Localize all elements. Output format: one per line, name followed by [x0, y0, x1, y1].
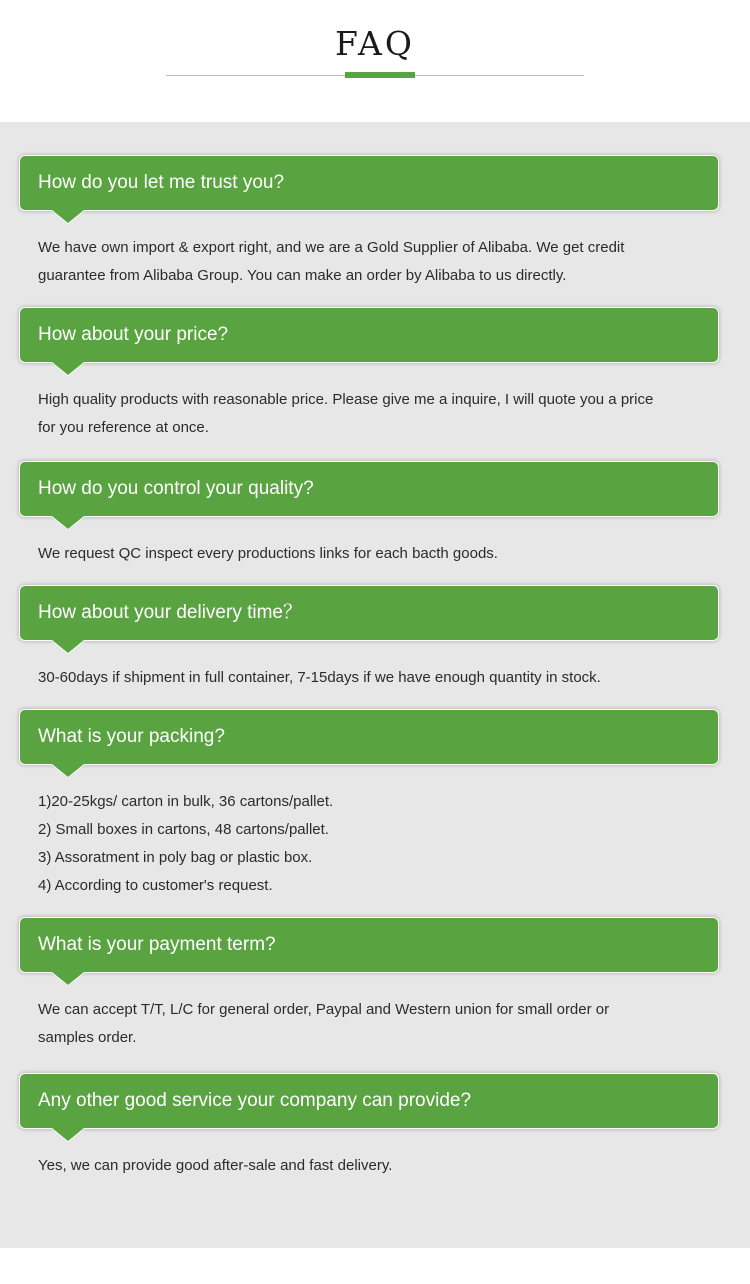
page-footer-space	[0, 1248, 750, 1284]
question-bar	[20, 710, 718, 764]
question-text: Any other good service your company can provide?	[38, 1090, 472, 1111]
question-text: How about your delivery time？	[38, 602, 302, 623]
answer-line: 1)20-25kgs/ carton in bulk, 36 cartons/pallet.	[38, 793, 334, 810]
answer-line: 30-60days if shipment in full container, 7-15days if we have enough quantity in stock.	[38, 669, 601, 686]
answer-text	[38, 664, 710, 692]
faq-header	[0, 0, 750, 122]
title-accent-bar	[345, 72, 415, 78]
answer-text	[38, 1152, 710, 1180]
speech-pointer-icon	[52, 1128, 84, 1141]
question-text: How do you control your quality?	[38, 478, 314, 499]
answer-line: Yes, we can provide good after-sale and fast delivery.	[38, 1157, 393, 1174]
answer-line: We request QC inspect every productions links for each bacth goods.	[38, 545, 498, 562]
answer-line: High quality products with reasonable price. Please give me a inquire, I will quote you a price	[38, 391, 654, 408]
question-text: How do you let me trust you?	[38, 172, 285, 193]
answer-line: guarantee from Alibaba Group. You can make an order by Alibaba to us directly.	[38, 267, 567, 284]
speech-pointer-icon	[52, 764, 84, 777]
speech-pointer-icon	[52, 210, 84, 223]
faq-list	[0, 122, 750, 1248]
page-title: FAQ	[335, 24, 415, 63]
question-bar	[20, 918, 718, 972]
speech-pointer-icon	[52, 640, 84, 653]
answer-line: for you reference at once.	[38, 419, 209, 436]
question-bar	[20, 1074, 718, 1128]
speech-pointer-icon	[52, 972, 84, 985]
answer-line: samples order.	[38, 1029, 137, 1046]
answer-line: 4) According to customer's request.	[38, 877, 273, 894]
answer-text	[38, 540, 710, 568]
answer-text	[38, 996, 710, 1052]
answer-line: 3) Assoratment in poly bag or plastic box.	[38, 849, 313, 866]
answer-line: We have own import & export right, and we are a Gold Supplier of Alibaba. We get credit	[38, 239, 625, 256]
question-bar	[20, 462, 718, 516]
speech-pointer-icon	[52, 516, 84, 529]
answer-line: We can accept T/T, L/C for general order, Paypal and Western union for small order or	[38, 1001, 610, 1018]
answer-text	[38, 386, 710, 442]
answer-text	[38, 234, 710, 290]
answer-line: 2) Small boxes in cartons, 48 cartons/pallet.	[38, 821, 329, 838]
question-bar	[20, 156, 718, 210]
speech-pointer-icon	[52, 362, 84, 375]
question-bar	[20, 308, 718, 362]
question-text: What is your packing?	[38, 726, 225, 747]
question-bar	[20, 586, 718, 640]
question-text: How about your price?	[38, 324, 229, 345]
answer-text	[38, 788, 710, 900]
question-text: What is your payment term?	[38, 934, 276, 955]
